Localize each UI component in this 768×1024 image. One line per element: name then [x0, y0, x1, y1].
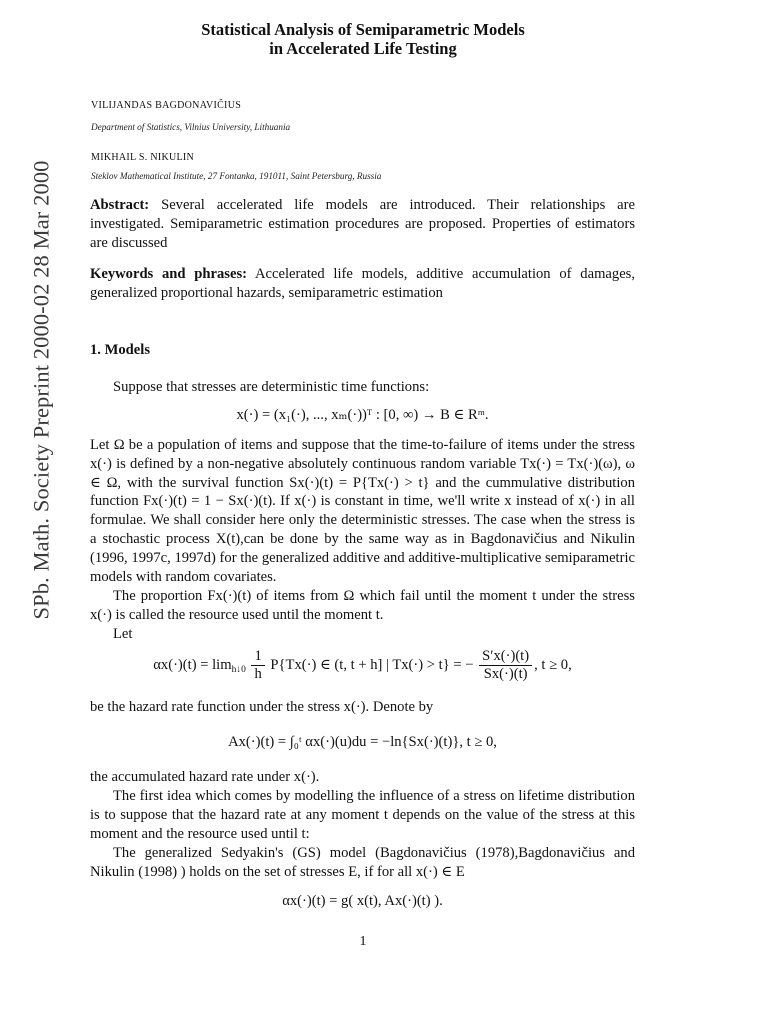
author-2-affiliation: Steklov Mathematical Institute, 27 Fontanka, 191011, Saint Petersburg, Russia — [91, 171, 382, 181]
equation-1: x(·) = (x₁(·), ..., xₘ(·))ᵀ : [0, ∞) → B ∈ Rᵐ. — [236, 407, 489, 423]
equation-3: Ax(·)(t) = ∫₀ᵗ αx(·)(u)du = −ln{Sx(·)(t)}, t ≥ 0, — [228, 734, 497, 750]
paper-title — [0, 20, 726, 58]
paragraph-4: Let — [113, 626, 133, 642]
eq2-fraction-1 — [251, 648, 264, 683]
abstract-label: Abstract: — [90, 197, 150, 213]
paragraph-3: The proportion Fx(·)(t) of items from Ω which fail until the moment t under the stress x(·) is called the resource used until the moment t. — [90, 588, 635, 623]
keywords — [90, 265, 635, 303]
author-1-name: VILIJANDAS BAGDONAVIČIUS — [91, 100, 242, 111]
paragraph-2: Let Ω be a population of items and suppose that the time-to-failure of items under the stress x(·) is defined by a non-negative absolutely continuous random variable Tx(·) = Tx(·)(ω), ω ∈ Ω, with the survival function Sx(·)(t) = P{Tx(·) > t} and the cummulative distribution function Fx(·)(t) = 1 − Sx(·)(t). If x(·) is constant in time, we'll write x instead of x(·) in all formulae. We shall consider here only the deterministic stresses. The case when the stress is a stochastic process X(t),can be done by the same way as in Bagdonavičius and Nikulin (1996, 1997c, 1997d) for the generalized additive and additive-multiplicative semiparametric models with random covariates. — [90, 437, 635, 585]
paragraph-5: be the hazard rate function under the stress x(·). Denote by — [90, 699, 434, 715]
keywords-label: Keywords and phrases: — [90, 266, 248, 282]
eq2-tail: , t ≥ 0, — [534, 656, 572, 673]
section-heading: 1. Models — [90, 342, 150, 358]
eq2-f2-denominator: Sx(·)(t) — [483, 666, 528, 682]
sidebar-text: SPb. Math. Society Preprint 2000-02 28 Mar 2000 — [29, 160, 54, 620]
abstract-text: Several accelerated life models are introduced. Their relationships are investigated. Semiparametric estimation procedures are proposed. Properties of estimators are discussed — [90, 197, 635, 251]
eq2-middle: P{Tx(·) ∈ (t, t + h] | Tx(·) > t} = − — [270, 656, 474, 673]
keywords-text: Accelerated life models, additive accumulation of damages, generalized proportional hazards, semiparametric estimation — [90, 266, 636, 301]
paragraph-6: the accumulated hazard rate under x(·). — [90, 769, 320, 785]
equation-4: αx(·)(t) = g( x(t), Ax(·)(t) ). — [282, 893, 443, 909]
paragraph-8: The generalized Sedyakin's (GS) model (Bagdonavičius (1978),Bagdonavičius and Nikulin (1998) ) holds on the set of stresses E, if for all x(·) ∈ E — [90, 845, 635, 880]
abstract — [90, 196, 635, 252]
author-2-name: MIKHAIL S. NIKULIN — [91, 152, 195, 163]
page-number: 1 — [359, 934, 367, 949]
equation-2 — [90, 648, 635, 683]
eq2-f2-numerator: S′x(·)(t) — [479, 648, 532, 666]
arxiv-sidebar-stamp — [22, 120, 62, 660]
title-line-1: Statistical Analysis of Semiparametric Models — [201, 20, 525, 39]
eq2-f1-numerator: 1 — [251, 648, 264, 666]
paragraph-7: The first idea which comes by modelling the influence of a stress on lifetime distribution is to suppose that the hazard rate at any moment t depends on the value of the stress at this moment and the resource used until t: — [90, 788, 635, 842]
eq2-f1-denominator: h — [254, 666, 262, 682]
eq2-fraction-2 — [479, 648, 532, 683]
paragraph-1: Suppose that stresses are deterministic time functions: — [113, 379, 430, 395]
title-line-2: in Accelerated Life Testing — [269, 39, 457, 58]
eq2-lim-subscript: h↓0 — [231, 664, 246, 675]
eq2-lhs: αx(·)(t) = lim — [153, 656, 232, 673]
author-1-affiliation: Department of Statistics, Vilnius University, Lithuania — [91, 122, 291, 132]
